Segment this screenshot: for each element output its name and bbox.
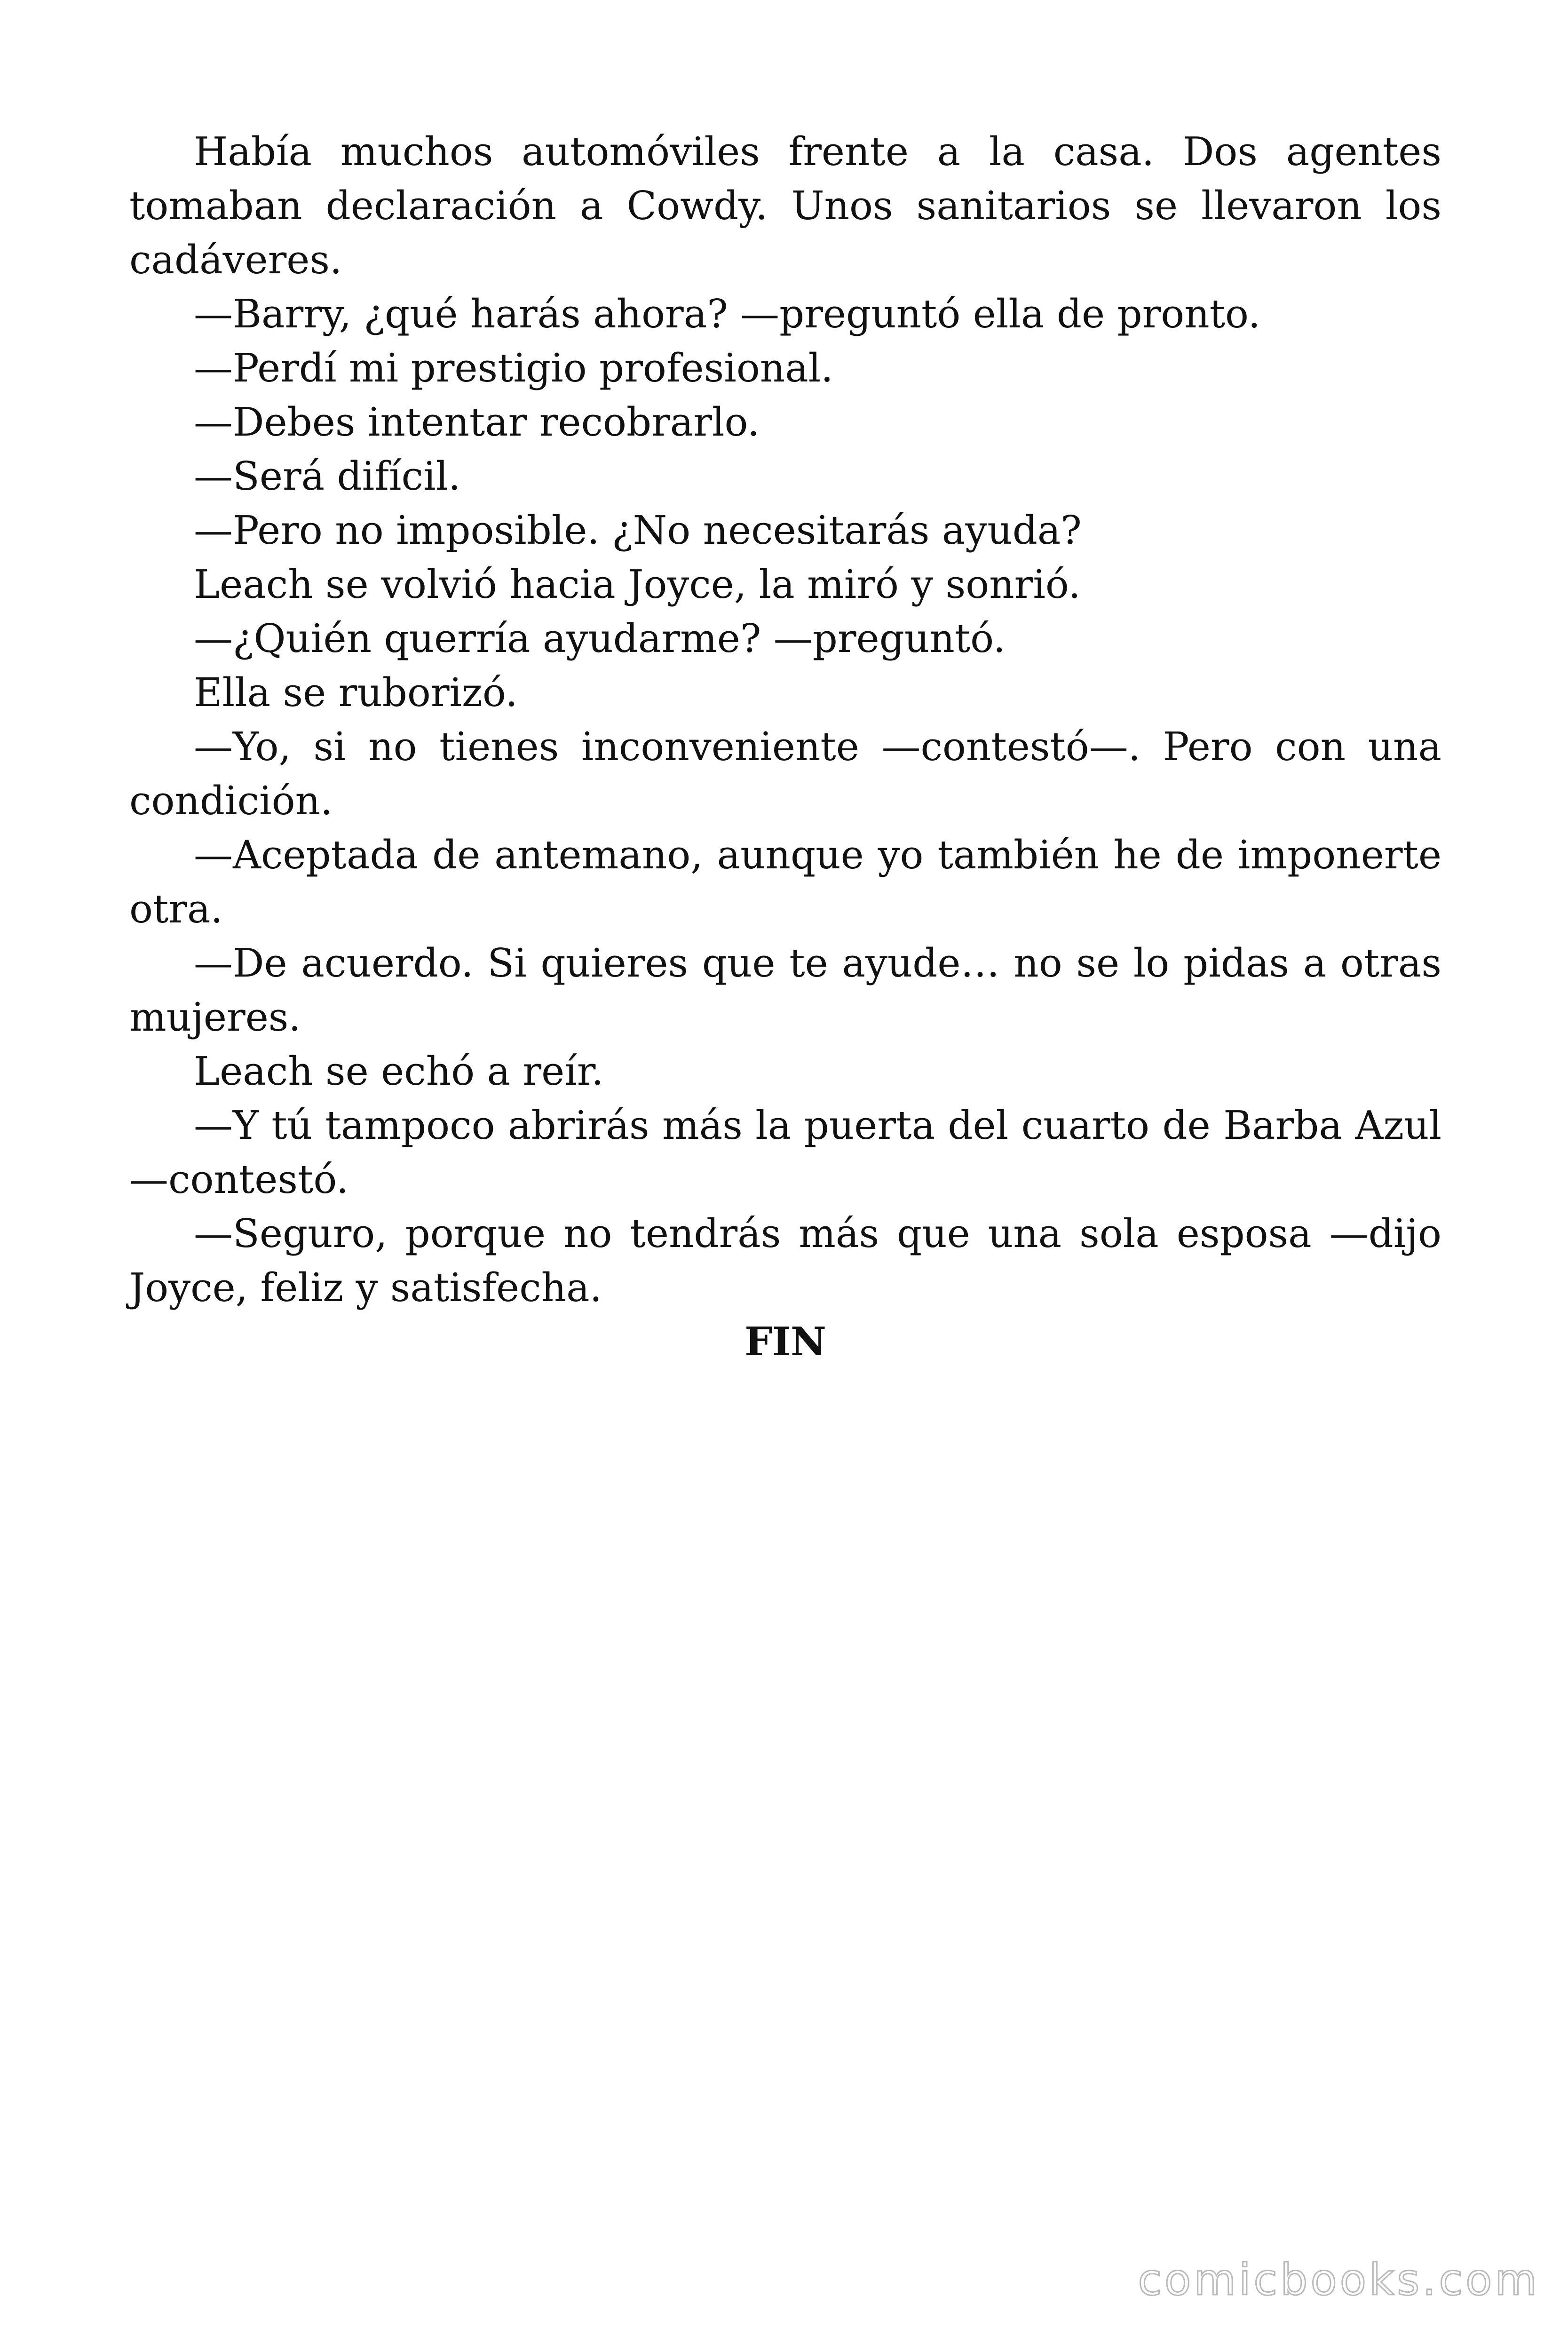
paragraph: —¿Quién querría ayudarme? —preguntó. (194, 616, 1006, 661)
paragraph: Ella se ruborizó. (194, 670, 518, 715)
paragraph: Leach se volvió hacia Joyce, la miró y sonrió. (194, 562, 1081, 607)
page-text (129, 125, 1441, 1369)
paragraph: —Debes intentar recobrarlo. (194, 399, 760, 445)
end-mark: FIN (744, 1319, 826, 1365)
paragraph: —Perdí mi prestigio profesional. (194, 345, 833, 391)
paragraph: —Será difícil. (194, 453, 461, 499)
paragraph: —De acuerdo. Si quieres que te ayude… no se lo pidas a otras mujeres. (129, 940, 1441, 1040)
paragraph: —Barry, ¿qué harás ahora? —preguntó ella de pronto. (194, 291, 1260, 337)
paragraph: —Aceptada de antemano, aunque yo también he de imponerte otra. (129, 832, 1441, 932)
paragraph: —Seguro, porque no tendrás más que una sola esposa —dijo Joyce, feliz y satisfecha. (129, 1211, 1441, 1311)
paragraph: —Yo, si no tienes inconveniente —contestó—. Pero con una condición. (129, 724, 1441, 824)
paragraph: Había muchos automóviles frente a la casa. Dos agentes tomaban declaración a Cowdy. Unos sanitarios se llevaron los cadáveres. (129, 129, 1441, 283)
paragraph: —Y tú tampoco abrirás más la puerta del cuarto de Barba Azul —contestó. (129, 1103, 1441, 1202)
watermark: comicbooks.com (1138, 2255, 1540, 2305)
paragraph: Leach se echó a reír. (194, 1049, 604, 1094)
paragraph: —Pero no imposible. ¿No necesitarás ayuda? (194, 508, 1082, 553)
